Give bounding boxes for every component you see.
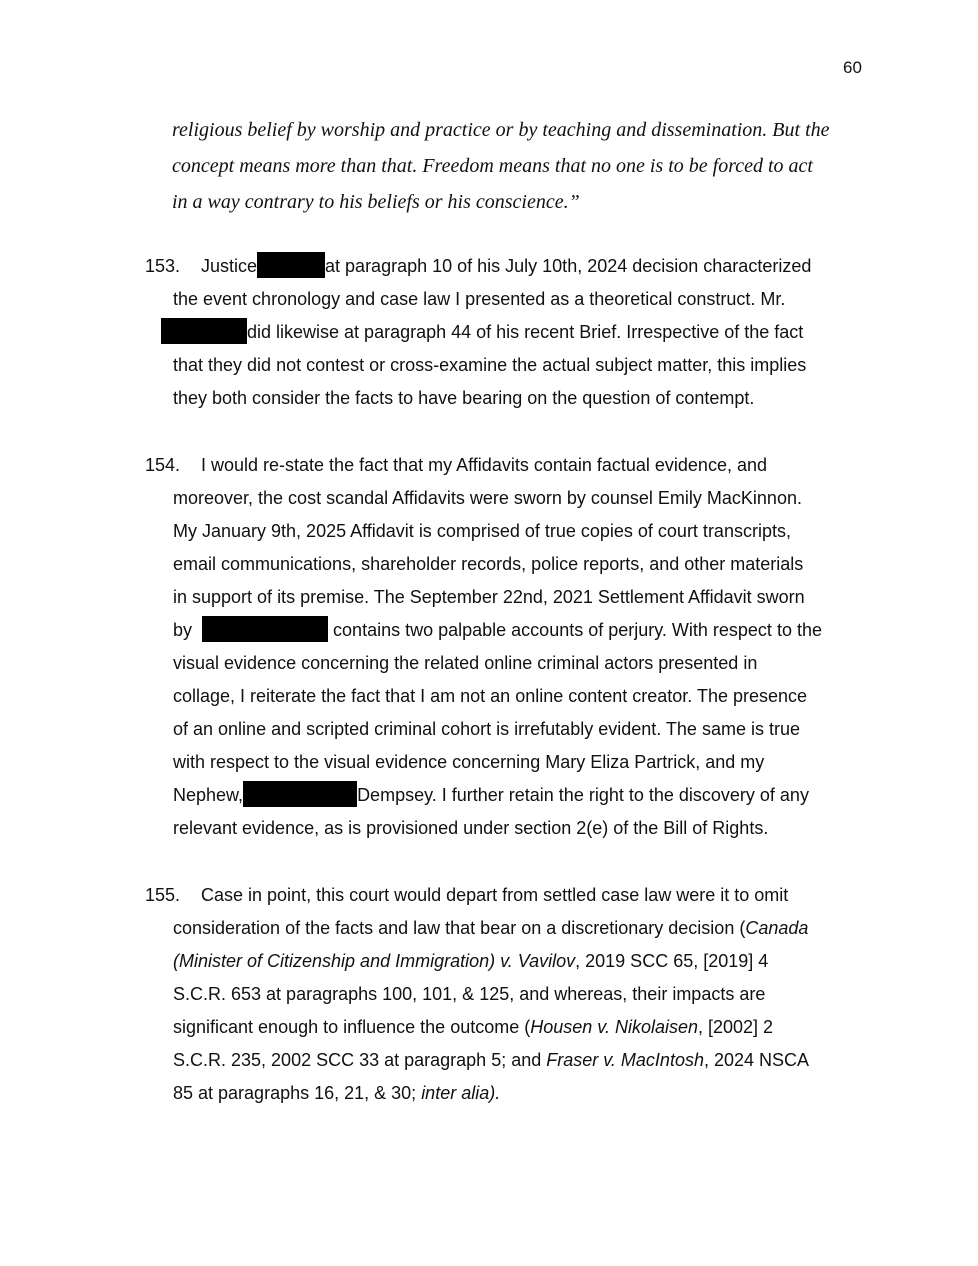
- paragraph-number: 155.: [145, 885, 181, 905]
- redaction-box: [243, 781, 357, 807]
- paragraph-153: 153. Justice at paragraph 10 of his July 10th, 2024 decision characterized the event chronology and case law I presented as a theoretical construct. Mr. did likewise at paragraph 44 of his recent Brief. Irrespective of the fact that they did not contest or cross-examine the actual subject matter, this implies they both consider the facts to have bearing on the question of contempt.: [145, 250, 885, 415]
- quote-line: concept means more than that. Freedom means that no one is to be forced to act: [172, 155, 813, 177]
- page-number: 60: [843, 58, 862, 77]
- paragraph-number: 153.: [145, 256, 181, 276]
- quote-line: in a way contrary to his beliefs or his conscience.”: [172, 191, 580, 213]
- redaction-box: [202, 616, 328, 642]
- paragraph-155: 155. Case in point, this court would depart from settled case law were it to omit consideration of the facts and law that bear on a discretionary decision (Canada (Minister of Citizenship and Immigration) v. Vavilov, 2019 SCC 65, [2019] 4 S.C.R. 653 at paragraphs 100, 101, & 125, and whereas, their impacts are significant enough to influence the outcome (Housen v. Nikolaisen, [2002] 2 S.C.R. 235, 2002 SCC 33 at paragraph 5; and Fraser v. MacIntosh, 2024 NSCA 85 at paragraphs 16, 21, & 30; inter alia).: [145, 879, 885, 1110]
- paragraph-154: 154. I would re-state the fact that my Affidavits contain factual evidence, and moreover, the cost scandal Affidavits were sworn by counsel Emily MacKinnon. My January 9th, 2025 Affidavit is comprised of true copies of court transcripts, email communications, shareholder records, police reports, and other materials in support of its premise. The September 22nd, 2021 Settlement Affidavit sworn by contains two palpable accounts of perjury. With respect to the visual evidence concerning the related online criminal actors presented in collage, I reiterate the fact that I am not an online content creator. The presence of an online and scripted criminal cohort is irrefutably evident. The same is true with respect to the visual evidence concerning Mary Eliza Partrick, and my Nephew, Dempsey. I further retain the right to the discovery of any relevant evidence, as is provisioned under section 2(e) of the Bill of Rights.: [145, 449, 885, 845]
- block-quote: [172, 112, 892, 220]
- paragraph-number: 154.: [145, 455, 181, 475]
- redaction-box: [257, 252, 325, 278]
- quote-line: religious belief by worship and practice or by teaching and dissemination. But the: [172, 119, 830, 141]
- redaction-box: [161, 318, 247, 344]
